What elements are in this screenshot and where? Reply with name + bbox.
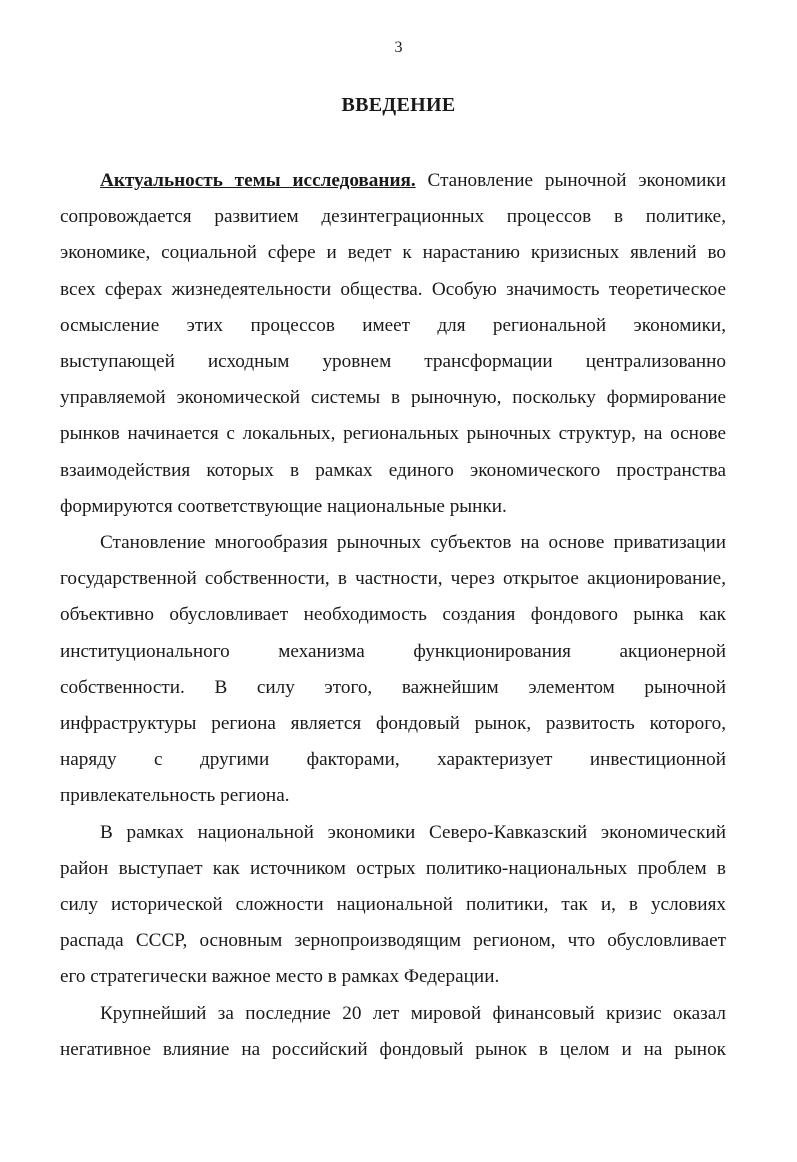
text-line: распада СССР, основным зернопроизводящим регионом, что обусловливает: [60, 930, 726, 952]
text-line: Крупнейший за последние 20 лет мировой финансовый кризис оказал: [100, 1002, 726, 1024]
text-line: Актуальность темы исследования. Становление рыночной экономики: [100, 170, 726, 191]
text-line: сопровождается развитием дезинтеграционных процессов в политике,: [60, 206, 726, 228]
text-line: выступающей исходным уровнем трансформации централизованно: [60, 351, 726, 373]
section-lead-title: Актуальность темы исследования.: [100, 170, 416, 191]
text-line: его стратегически важное место в рамках Федерации.: [60, 966, 500, 988]
text-line: район выступает как источником острых политико-национальных проблем в: [60, 857, 726, 879]
text-line: рынков начинается с локальных, региональных рыночных структур, на основе: [60, 423, 726, 445]
text-line: государственной собственности, в частности, через открытое акционирование,: [60, 568, 726, 590]
text-line: собственности. В силу этого, важнейшим элементом рыночной: [60, 676, 726, 698]
text-line: объективно обусловливает необходимость создания фондового рынка как: [60, 604, 726, 626]
text-line: Становление многообразия рыночных субъектов на основе приватизации: [100, 532, 726, 554]
paragraph-3: [60, 815, 726, 996]
text-line: институционального механизма функционирования акционерной: [60, 640, 726, 662]
document-body: [60, 163, 726, 1068]
paragraph-1: [60, 163, 726, 525]
page-number: 3: [394, 39, 403, 56]
text-line: всех сферах жизнедеятельности общества. Особую значимость теоретическое: [60, 278, 726, 300]
text-line: негативное влияние на российский фондовый рынок в целом и на рынок: [60, 1038, 726, 1060]
text-line: наряду с другими факторами, характеризует инвестиционной: [60, 749, 726, 771]
text-line: силу исторической сложности национальной политики, так и, в условиях: [60, 894, 726, 916]
text-line: формируются соответствующие национальные рынки.: [60, 495, 507, 517]
page-title: ВВЕДЕНИЕ: [341, 94, 456, 116]
text-line: осмысление этих процессов имеет для региональной экономики,: [60, 314, 726, 336]
text-line: управляемой экономической системы в рыночную, поскольку формирование: [60, 387, 726, 409]
text-line: экономике, социальной сфере и ведет к нарастанию кризисных явлений во: [60, 242, 726, 264]
paragraph-2: [60, 525, 726, 815]
paragraph-4: [60, 996, 726, 1068]
text-line: взаимодействия которых в рамках единого экономического пространства: [60, 459, 726, 481]
text-line: привлекательность региона.: [60, 785, 290, 807]
text-line: инфраструктуры региона является фондовый рынок, развитость которого,: [60, 713, 726, 735]
text-line: В рамках национальной экономики Северо-Кавказский экономический: [100, 821, 726, 843]
